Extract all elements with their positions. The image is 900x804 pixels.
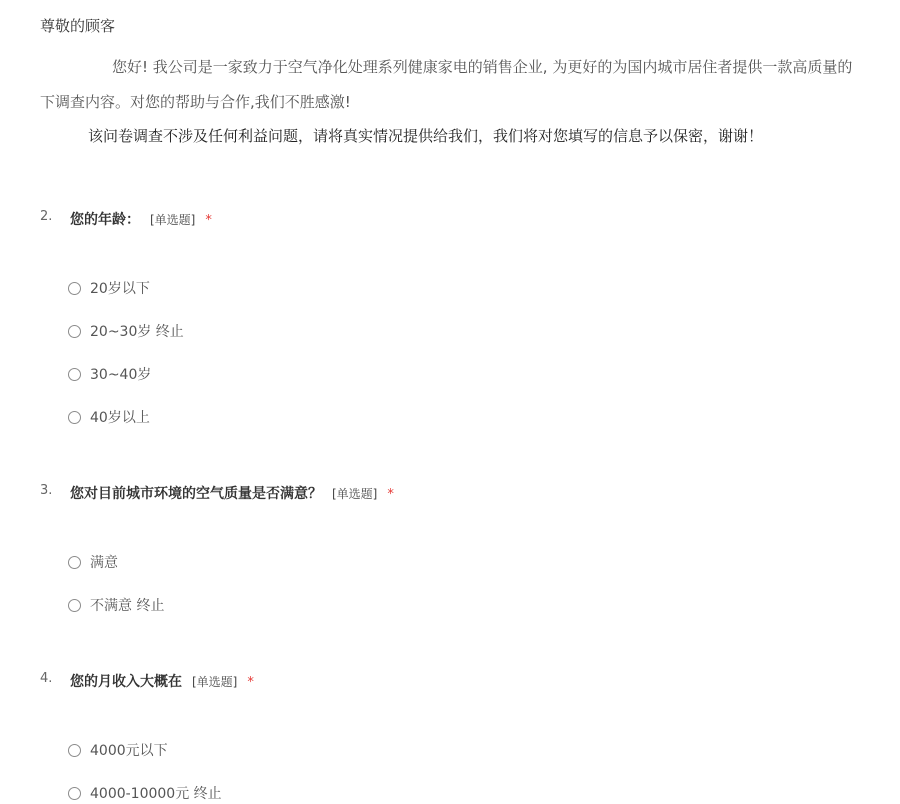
option-age-over-40[interactable] bbox=[68, 406, 150, 428]
option-label: 不满意 终止 bbox=[90, 598, 165, 614]
radio-button[interactable] bbox=[68, 411, 81, 424]
option-label: 4000-10000元 终止 bbox=[90, 786, 222, 802]
option-label: 20岁以下 bbox=[90, 281, 150, 297]
question-type-tag: [单选题] bbox=[150, 213, 196, 227]
option-not-satisfied[interactable] bbox=[68, 594, 164, 616]
option-satisfied[interactable] bbox=[68, 551, 118, 573]
option-income-4000-10000[interactable] bbox=[68, 782, 222, 804]
option-label: 20~30岁 终止 bbox=[90, 324, 184, 340]
option-age-under-20[interactable] bbox=[68, 277, 150, 299]
option-label: 4000元以下 bbox=[90, 743, 168, 759]
question-number: 3. bbox=[40, 483, 53, 498]
option-label: 满意 bbox=[90, 555, 118, 571]
required-mark: * bbox=[387, 487, 394, 502]
intro-paragraph-line1: 您好! 我公司是一家致力于空气净化处理系列健康家电的销售企业, 为更好的为国内城市居住者提供一款高质量的 bbox=[112, 58, 853, 76]
question-title bbox=[70, 209, 212, 229]
intro-paragraph-line2: 下调查内容。对您的帮助与合作,我们不胜感激! bbox=[40, 93, 351, 111]
required-mark: * bbox=[247, 675, 254, 690]
radio-button[interactable] bbox=[68, 787, 81, 800]
question-number: 2. bbox=[40, 209, 53, 224]
radio-button[interactable] bbox=[68, 556, 81, 569]
option-age-20-30[interactable] bbox=[68, 320, 184, 342]
question-title-text: 您的月收入大概在 bbox=[70, 674, 182, 690]
radio-button[interactable] bbox=[68, 282, 81, 295]
question-type-tag: [单选题] bbox=[192, 675, 238, 689]
question-title-text: 您对目前城市环境的空气质量是否满意？ bbox=[70, 486, 322, 502]
privacy-notice: 该问卷调查不涉及任何利益问题，请将真实情况提供给我们，我们将对您填写的信息予以保密，谢谢！ bbox=[88, 127, 764, 145]
option-label: 40岁以上 bbox=[90, 410, 150, 426]
radio-button[interactable] bbox=[68, 325, 81, 338]
required-mark: * bbox=[205, 213, 212, 228]
question-title bbox=[70, 671, 254, 691]
question-number: 4. bbox=[40, 671, 53, 686]
option-income-under-4000[interactable] bbox=[68, 739, 168, 761]
radio-button[interactable] bbox=[68, 744, 81, 757]
question-type-tag: [单选题] bbox=[332, 487, 378, 501]
greeting: 尊敬的顾客 bbox=[40, 17, 116, 35]
question-title bbox=[70, 483, 394, 503]
question-title-text: 您的年龄： bbox=[70, 212, 140, 228]
option-label: 30~40岁 bbox=[90, 367, 152, 383]
radio-button[interactable] bbox=[68, 599, 81, 612]
option-age-30-40[interactable] bbox=[68, 363, 151, 385]
radio-button[interactable] bbox=[68, 368, 81, 381]
